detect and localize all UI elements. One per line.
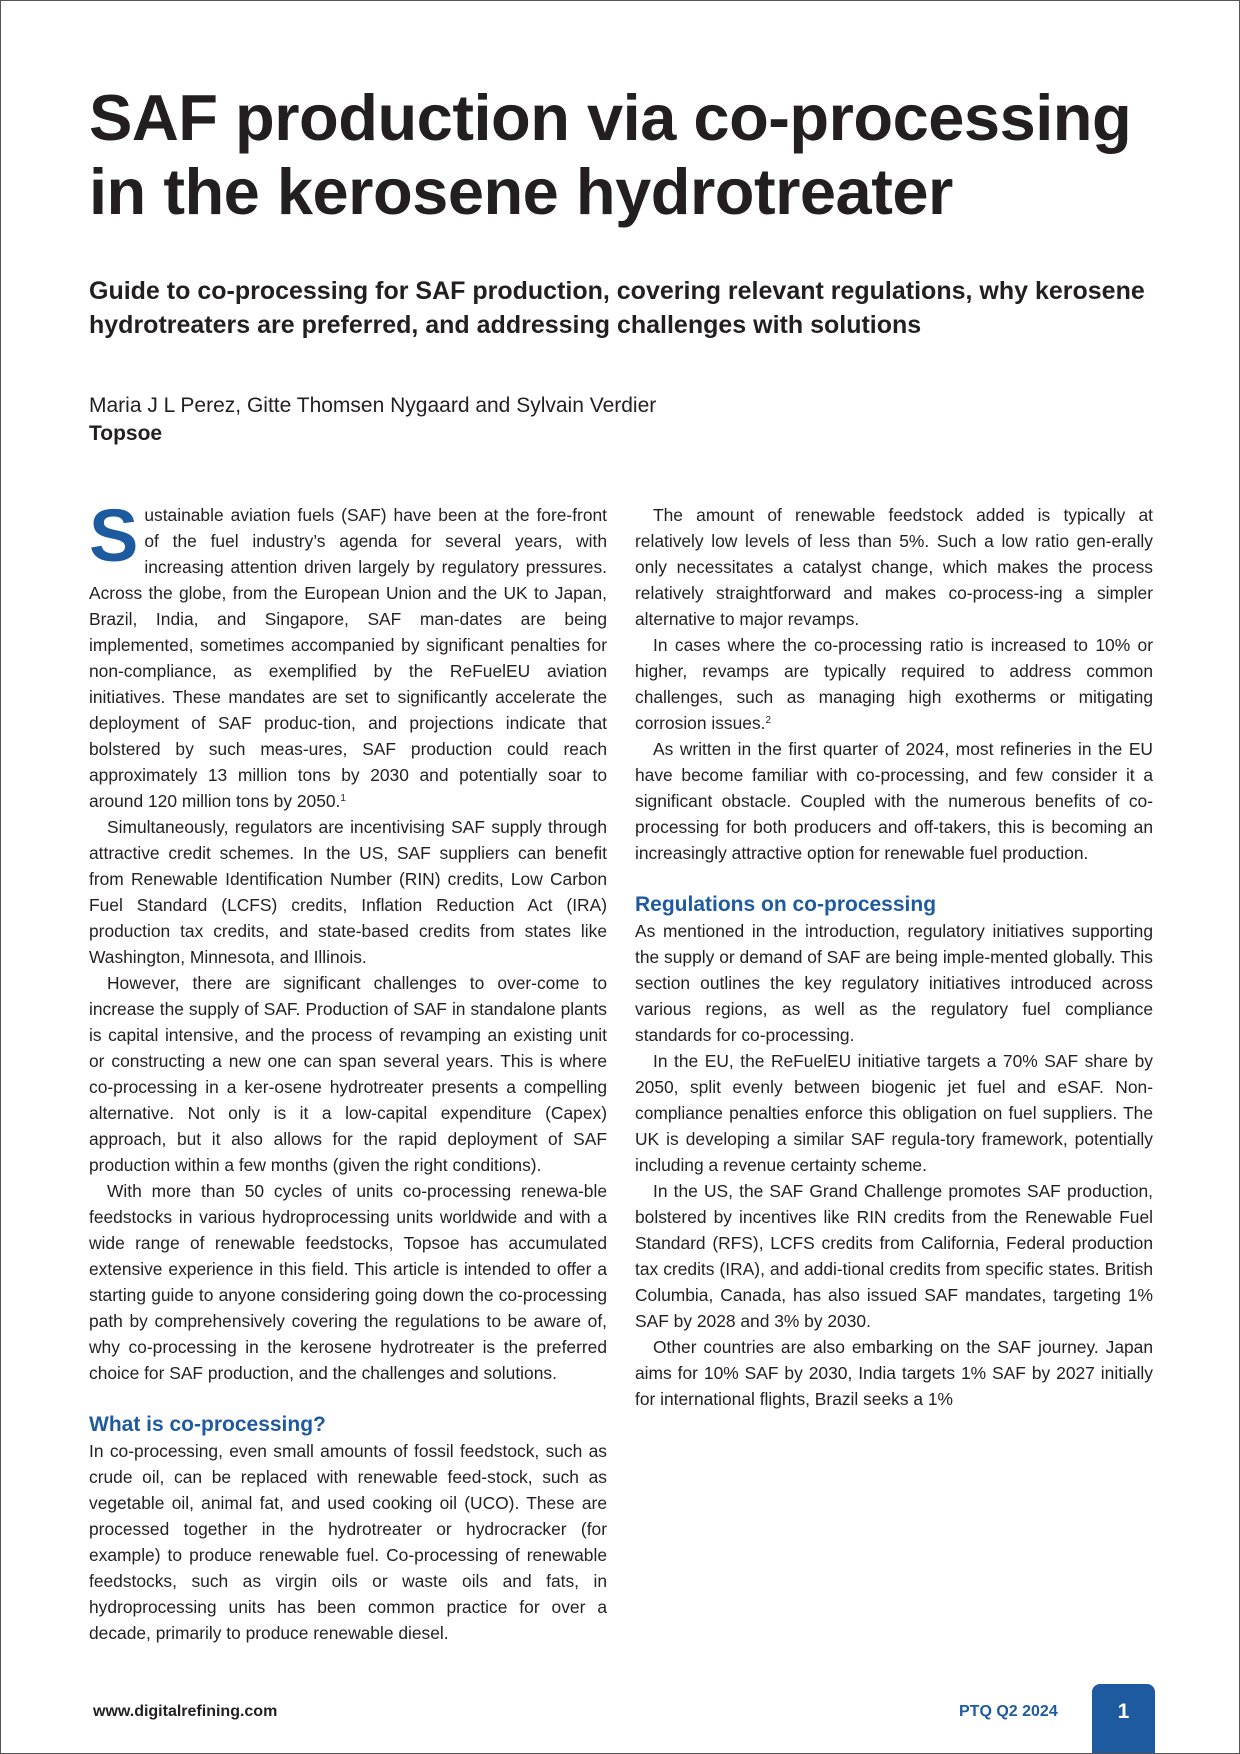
paragraph-revamps	[635, 632, 1153, 736]
paragraph-revamps-text: In cases where the co-processing ratio is increased to 10% or higher, revamps are typically required to address common challenges, such as managing high exotherms or mitigating corrosion issues.	[635, 635, 1153, 733]
heading-what-is-co-processing: What is co-processing?	[89, 1413, 326, 1436]
article-authors: Maria J L Perez, Gitte Thomsen Nygaard and Sylvain Verdier	[89, 394, 657, 417]
heading-regulations: Regulations on co-processing	[635, 893, 937, 916]
article-subtitle: Guide to co-processing for SAF production, covering relevant regulations, why kerosene hydrotreaters are preferred, and addressing challenges with solutions	[89, 277, 1145, 339]
page-number-tab: 1	[1092, 1684, 1155, 1754]
paragraph-co-processing-definition: In co-processing, even small amounts of fossil feedstock, such as crude oil, can be replaced with renewable feed-stock, such as vegetable oil, animal fat, and used cooking oil (UCO). These are processed together in the hydrotreater or hydrocracker (for example) to produce renewable fuel. Co-processing of renewable feedstocks, such as virgin oils or waste oils and fats, in hydroprocessing units has been common practice for over a decade, primarily to produce renewable diesel.	[89, 1441, 607, 1643]
paragraph-incentives: Simultaneously, regulators are incentivising SAF supply through attractive credit schemes. In the US, SAF suppliers can benefit from Renewable Identification Number (RIN) credits, Low Carbon Fuel Standard (LCFS) credits, Inflation Reduction Act (IRA) production tax credits, and state-based credits from states like Washington, Minnesota, and Illinois.	[89, 817, 607, 967]
body-column-right	[635, 502, 1153, 1412]
paragraph-renewable-amount: The amount of renewable feedstock added is typically at relatively low levels of less than 5%. Such a low ratio gen-erally only necessitates a catalyst change, which makes the process relatively straightforward and makes co-process-ing a simpler alternative to major revamps.	[635, 505, 1153, 629]
drop-cap: S	[89, 494, 139, 577]
reference-1: 1	[340, 793, 346, 804]
article-title: SAF production via co-processing in the kerosene hydrotreater	[89, 81, 1132, 228]
paragraph-intro-text: ustainable aviation fuels (SAF) have been at the fore-front of the fuel industry’s agenda for several years, with increasing attention driven largely by regulatory pressures. Across the globe, from the European Union and the UK to Japan, Brazil, India, and Singapore, SAF man-dates are being implemented, sometimes accompanied by significant penalties for non-compliance, as exemplified by the ReFuelEU aviation initiatives. These mandates are set to significantly accelerate the deployment of SAF produc-tion, and projections indicate that bolstered by such meas-ures, SAF production could reach approximately 13 million tons by 2030 and potentially soar to around 120 million tons by 2050.	[89, 505, 607, 811]
paragraph-other-countries: Other countries are also embarking on the SAF journey. Japan aims for 10% SAF by 2030, India targets 1% SAF by 2027 initially for international flights, Brazil seeks a 1%	[635, 1337, 1153, 1409]
body-column-left	[89, 494, 607, 1646]
paragraph-experience: With more than 50 cycles of units co-processing renewa-ble feedstocks in various hydroprocessing units worldwide and with a wide range of renewable feedstocks, Topsoe has accumulated extensive experience in this field. This article is intended to offer a starting guide to anyone considering going down the co-processing path by comprehensively covering the regulations to be aware of, why co-processing in the kerosene hydrotreater is the preferred choice for SAF production, and the challenges and solutions.	[89, 1181, 607, 1383]
paragraph-eu-refueleu: In the EU, the ReFuelEU initiative targets a 70% SAF share by 2050, split evenly between biogenic jet fuel and eSAF. Non-compliance penalties enforce this obligation on fuel suppliers. The UK is developing a similar SAF regula-tory framework, potentially including a revenue certainty scheme.	[635, 1051, 1153, 1175]
footer-website-link[interactable]: www.digitalrefining.com	[93, 1703, 278, 1720]
footer-issue: PTQ Q2 2024	[959, 1703, 1058, 1720]
paragraph-us-grand-challenge: In the US, the SAF Grand Challenge promotes SAF production, bolstered by incentives like RIN credits from the Renewable Fuel Standard (RFS), LCFS credits from California, Federal production tax credits (IRA), and addi-tional credits from specific states. British Columbia, Canada, has also issued SAF mandates, targeting 1% SAF by 2028 and 3% by 2030.	[635, 1181, 1153, 1331]
paragraph-regulations-intro: As mentioned in the introduction, regulatory initiatives supporting the supply or demand of SAF are being imple-mented globally. This section outlines the key regulatory initiatives introduced across various regions, as well as the regulatory fuel compliance standards for co-processing.	[635, 921, 1153, 1045]
article-company: Topsoe	[89, 422, 163, 445]
paragraph-challenges: However, there are significant challenges to over-come to increase the supply of SAF. Production of SAF in standalone plants is capital intensive, and the process of revamping an existing unit or constructing a new one can span several years. This is where co-processing in a ker-osene hydrotreater presents a compelling alternative. Not only is it a low-capital expenditure (Capex) approach, but it also allows for the rapid deployment of SAF production within a few months (given the right conditions).	[89, 973, 607, 1175]
paragraph-eu-refineries: As written in the first quarter of 2024, most refineries in the EU have become familiar with co-processing, and few consider it a significant obstacle. Coupled with the numerous benefits of co-processing for both producers and off-takers, this is becoming an increasingly attractive option for renewable fuel production.	[635, 739, 1153, 863]
paragraph-intro	[89, 494, 607, 814]
reference-2: 2	[765, 715, 772, 726]
